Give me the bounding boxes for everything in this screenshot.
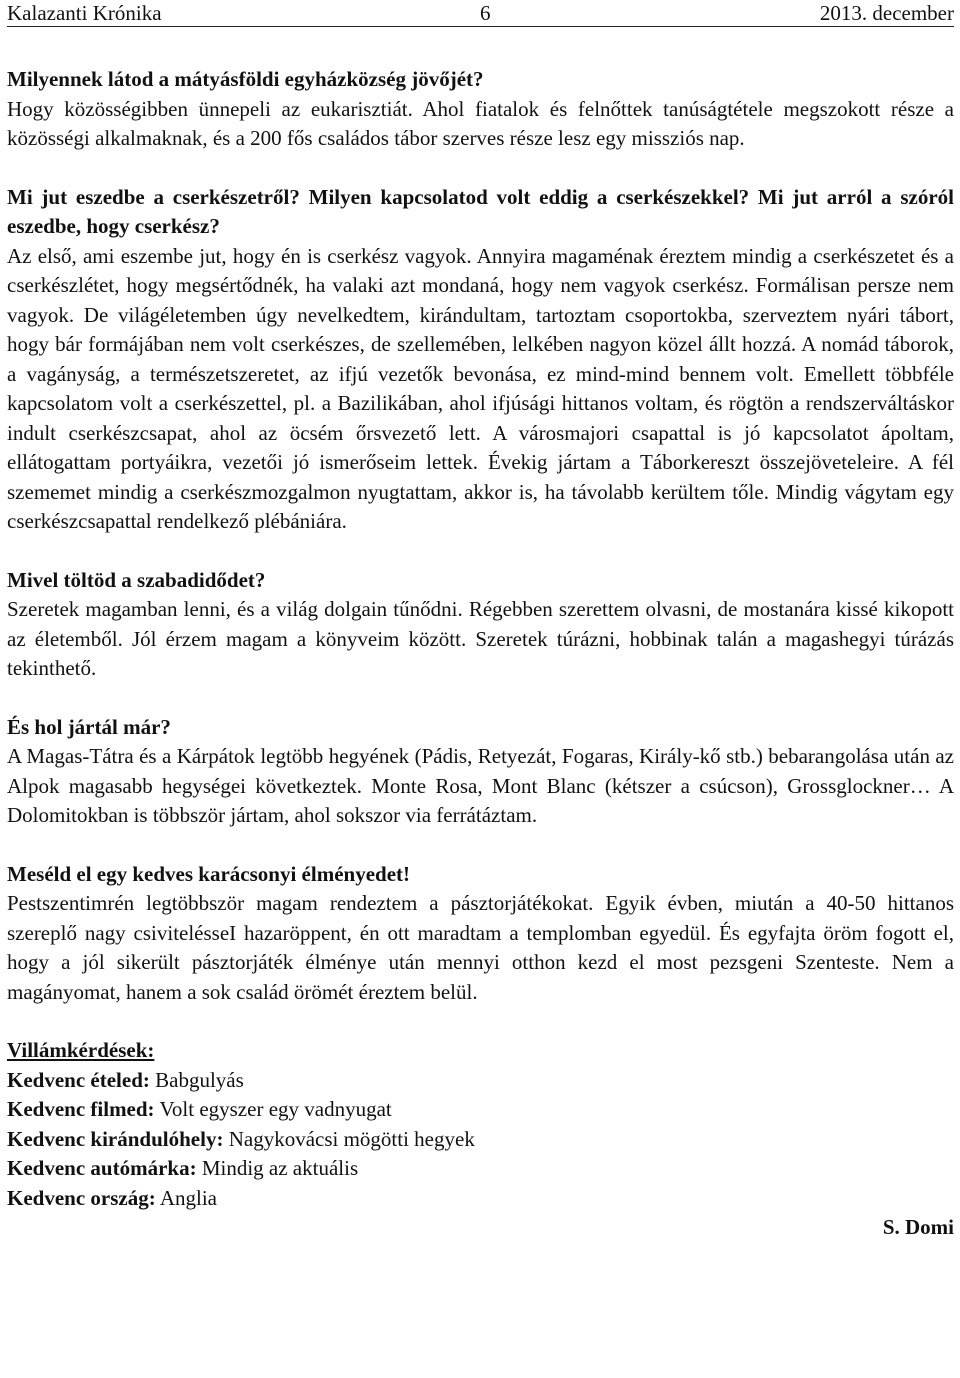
quick-item-label: Kedvenc kirándulóhely:	[7, 1126, 224, 1151]
quick-item-label: Kedvenc autómárka:	[7, 1156, 197, 1180]
question-travels: És hol jártál már?	[7, 714, 171, 739]
article-body	[7, 65, 954, 1243]
page-number: 6	[480, 1, 491, 25]
publication-title: Kalazanti Krónika	[7, 1, 162, 25]
quick-item-value: Mindig az aktuális	[201, 1156, 359, 1180]
quick-item-label: Kedvenc ételed:	[7, 1067, 150, 1092]
issue-date: 2013. december	[819, 1, 954, 25]
page	[7, 0, 954, 1243]
quick-item-label: Kedvenc filmed:	[7, 1097, 155, 1121]
quick-item	[7, 1184, 954, 1214]
author-signature: S. Domi	[882, 1215, 954, 1239]
quick-questions-title: Villámkérdések:	[7, 1038, 155, 1062]
question-scouting: Mi jut eszedbe a cserkészetről? Milyen kapcsolatod volt eddig a cserkészekkel? Mi jut arról a szóról eszedbe, hogy cserkész?	[7, 184, 954, 238]
page-header	[7, 0, 954, 27]
question-future: Milyennek látod a mátyásföldi egyházközség jövőjét?	[7, 67, 484, 91]
answer-travels: A Magas-Tátra és a Kárpátok legtöbb hegyének (Pádis, Retyezát, Fogaras, Király-kő stb.) bebarangolása után az Alpok magasabb hegységei következtek. Monte Rosa, Mont Blanc (kétszer a csúcson), Grossglockner… A Dolomitokban is többször jártam, ahol sokszor via ferrátáztam.	[7, 744, 954, 827]
quick-item-value: Babgulyás	[155, 1067, 244, 1092]
quick-item	[7, 1154, 954, 1184]
answer-scouting: Az első, ami eszembe jut, hogy én is cserkész vagyok. Annyira magaménak éreztem mindig a cserkészetet és a cserkészlétet, hogy megsértődnék, ha valaki azt mondaná, hogy nem vagyok cserkész. Formálisan persze nem vagyok. De világéletemben úgy nevelkedtem, kirándultam, tartoztam csoportokba, szerveztem nyári tábort, hogy bár formájában nem volt cserkészes, de szellemében, lelkében nagyon közel állt hozzá. A nomád táborok, a vagányság, a természetszeretet, az ifjú vezetők bevonása, ez mind-mind bennem volt. Emellett többféle kapcsolatom volt a cserkészettel, pl. a Bazilikában, ahol ifjúsági hittanos voltam, és rögtön a rendszerváltáskor indult cserkészcsapat, ahol az öcsém őrsvezető lett. A városmajori csapattal is jó kapcsolatot ápoltam, ellátogattam portyáikra, vezetői jó ismerőseim lettek. Évekig jártam a Táborkereszt összejöveteleire. A fél szememet mindig a cserkészmozgalmon nyugtattam, akkor is, ha távolabb kerültem tőle. Mindig vágytam egy cserkészcsapattal rendelkező plébániára.	[7, 243, 954, 533]
quick-item-value: Anglia	[159, 1185, 217, 1210]
question-christmas: Meséld el egy kedves karácsonyi élményedet!	[7, 861, 411, 886]
quick-item	[7, 1095, 954, 1125]
quick-item-value: Nagykovácsi mögötti hegyek	[228, 1126, 475, 1151]
question-free-time: Mivel töltöd a szabadidődet?	[7, 567, 266, 592]
answer-free-time: Szeretek magamban lenni, és a világ dolgain tűnődni. Régebben szerettem olvasni, de mostanára kissé kikopott az életemből. Jól érzem magam a könyveim között. Szeretek túrázni, hobbinak talán a magashegyi túrázás tekinthető.	[7, 597, 954, 680]
quick-item-label: Kedvenc ország:	[7, 1185, 156, 1210]
answer-future: Hogy közösségibben ünnepeli az eukarisztiát. Ahol fiatalok és felnőttek tanúságtétele megszokott része a közösségi alkalmaknak, és a 200 fős családos tábor szerves része lesz egy missziós nap.	[7, 96, 954, 150]
quick-item-value: Volt egyszer egy vadnyugat	[159, 1097, 392, 1121]
quick-item	[7, 1125, 954, 1155]
answer-christmas: Pestszentimrén legtöbbször magam rendeztem a pásztorjátékokat. Egyik évben, miután a 40-50 hittanos szereplő nagy csivitelésseI hazaröppent, én ott maradtam a templomban egyedül. És egyfajta öröm fogott el, hogy a jól sikerült pásztorjáték élménye után mennyi otthon kezd el most pezsgeni Szenteste. Nem a magányomat, hanem a sok család örömét éreztem belül.	[7, 891, 954, 1004]
quick-item	[7, 1066, 954, 1096]
